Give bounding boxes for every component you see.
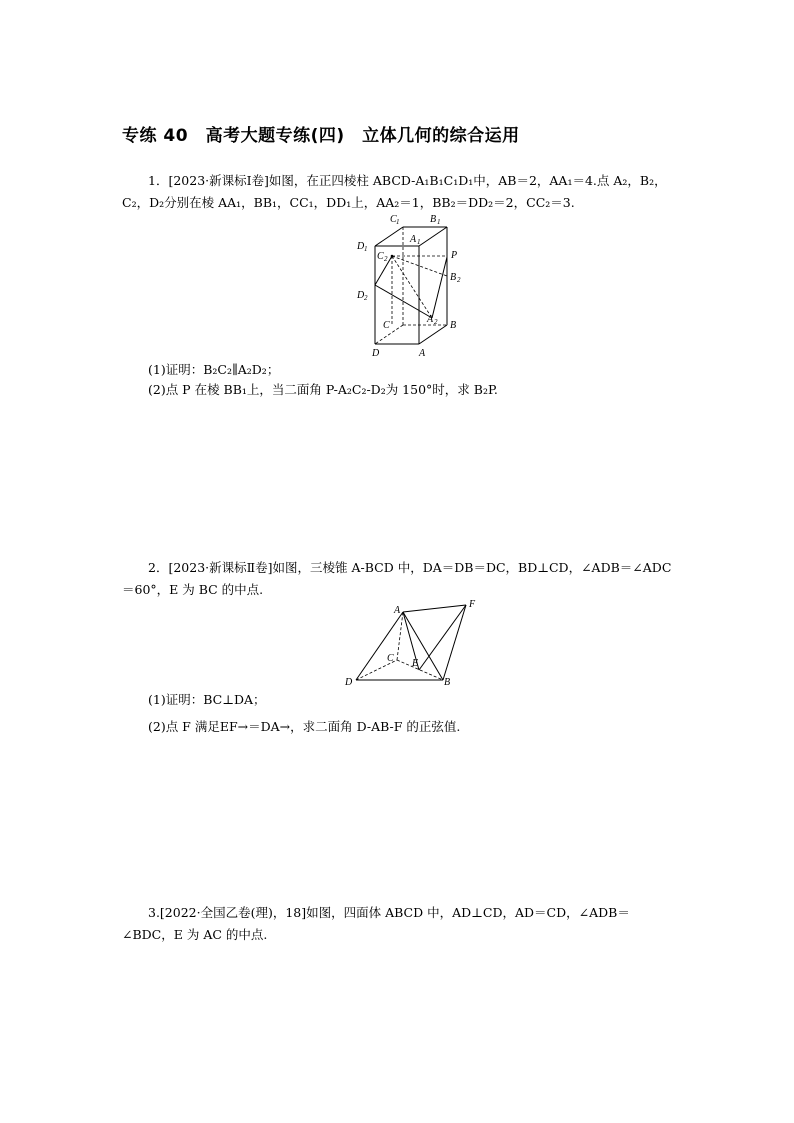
label-C1: C xyxy=(390,214,397,225)
label-A1: A xyxy=(410,234,417,245)
label-B2-sub: 2 xyxy=(457,276,461,284)
label-A: A xyxy=(394,605,401,616)
label-F: F xyxy=(469,599,476,610)
problem-2-stem: 2．[2023·新课标Ⅱ卷]如图，三棱锥 A-BCD 中，DA＝DB＝DC，BD⊥CD，∠ADB＝∠ADC＝60°，E 为 BC 的中点. xyxy=(122,560,672,597)
label-P: P xyxy=(451,250,458,261)
label-D: D xyxy=(345,677,353,688)
problem-2-part-2: (2)点 F 满足EF→＝DA→，求二面角 D-AB-F 的正弦值. xyxy=(148,719,461,734)
label-D1-sub: 1 xyxy=(364,245,368,253)
label-D2-sub: 2 xyxy=(364,294,368,302)
problem-1-stem: 1．[2023·新课标Ⅰ卷]如图，在正四棱柱 ABCD-A₁B₁C₁D₁中，AB＝2，AA₁＝4.点 A₂，B₂，C₂，D₂分别在棱 AA₁，BB₁，CC₁，DD₁上，AA₂＝1，BB₂＝DD₂＝2，CC₂＝3. xyxy=(122,173,667,210)
label-C: C xyxy=(387,653,394,664)
problem-1-part-2: (2)点 P 在棱 BB₁上，当二面角 P-A₂C₂-D₂为 150°时，求 B₂P. xyxy=(148,382,498,397)
label-C1-sub: 1 xyxy=(396,218,400,226)
label-B: B xyxy=(450,320,457,331)
label-D2: D xyxy=(357,290,365,301)
label-D: D xyxy=(372,348,380,359)
label-B: B xyxy=(444,677,451,688)
label-D1: D xyxy=(357,241,365,252)
label-C2: C xyxy=(377,251,384,262)
label-A1-sub: 1 xyxy=(417,238,421,246)
problem-1-part-1: (1)证明：B₂C₂∥A₂D₂； xyxy=(148,362,280,377)
label-B2: B xyxy=(450,272,457,283)
label-B1-sub: 1 xyxy=(437,218,441,226)
problem-3-stem: 3.[2022·全国乙卷(理)，18]如图，四面体 ABCD 中，AD⊥CD，AD＝CD，∠ADB＝∠BDC，E 为 AC 的中点. xyxy=(122,905,630,942)
label-C2-sub: 2 xyxy=(384,255,388,263)
figure-2-pyramid-diagram xyxy=(340,596,485,690)
problem-2-part-1: (1)证明：BC⊥DA； xyxy=(148,692,266,707)
label-A2: A xyxy=(427,314,434,325)
label-C: C xyxy=(383,320,390,331)
figure-1-prism-diagram xyxy=(350,208,470,363)
page-title: 专练 40 高考大题专练(四) 立体几何的综合运用 xyxy=(122,126,520,146)
label-B1: B xyxy=(430,214,437,225)
label-A: A xyxy=(419,348,426,359)
label-E: E xyxy=(412,658,419,669)
label-A2-sub: 2 xyxy=(434,318,438,326)
